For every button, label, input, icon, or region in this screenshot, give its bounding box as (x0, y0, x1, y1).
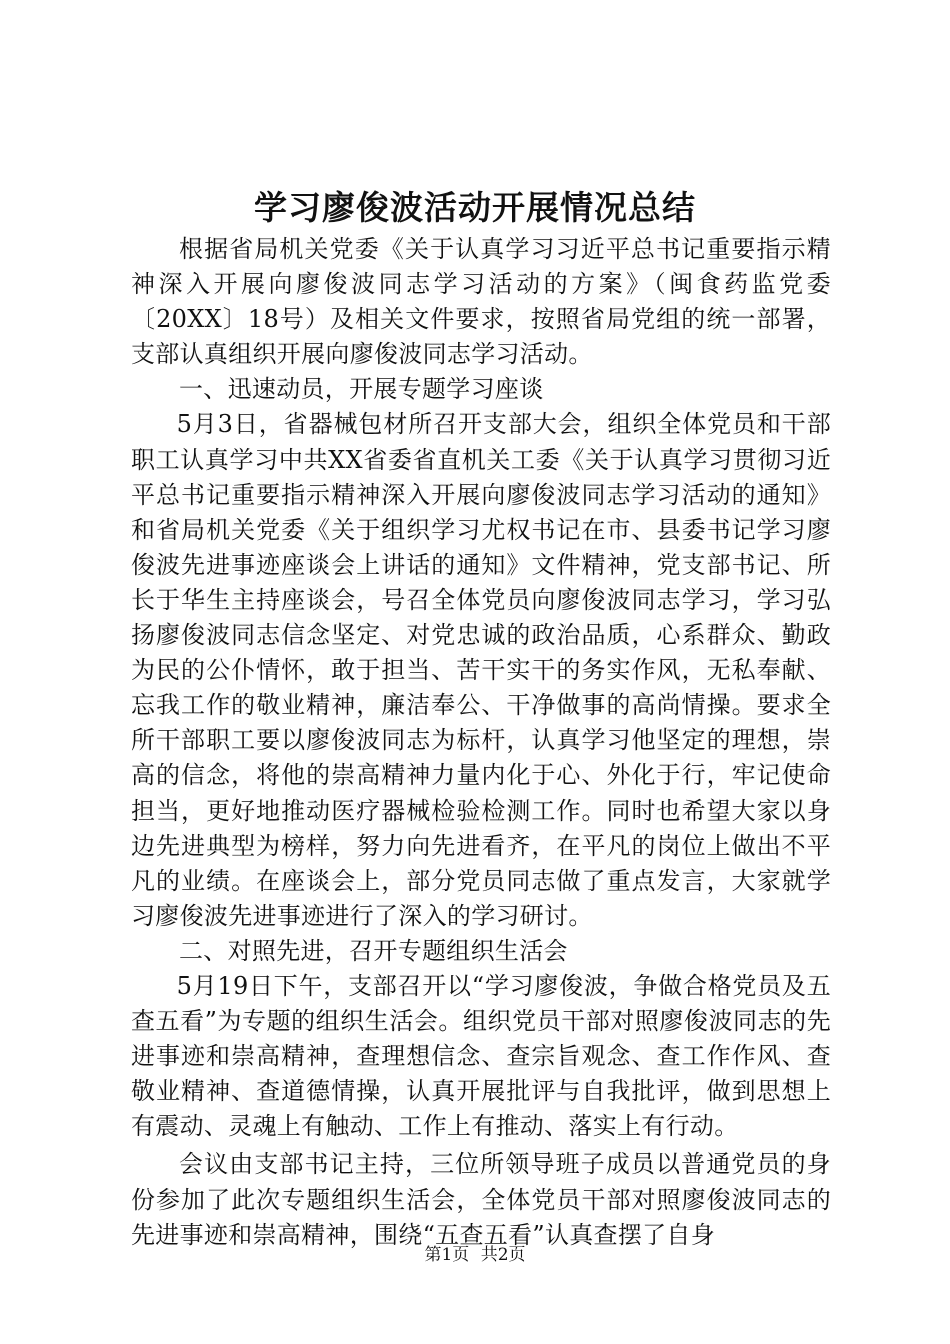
page-number: 第1页 (424, 1245, 470, 1265)
section-heading-1: 一、迅速动员，开展专题学习座谈 (179, 375, 544, 404)
paragraph-section-1: 5月3日，省器械包材所召开支部大会，组织全体党员和干部职工认真学习中共XX省委省直机关工委《关于认真学习贯彻习近平总书记重要指示精神深入开展向廖俊波同志学习活动的通知》和省局机关党委《关于组织学习尤权书记在市、县委书记学习廖俊波先进事迹座谈会上讲话的通知》文件精神，党支部书记、所长于华生主持座谈会，号召全体党员向廖俊波同志学习，学习弘扬廖俊波同志信念坚定、对党忠诚的政治品质，心系群众、勤政为民的公仆情怀，敢于担当、苦干实干的务实作风，无私奉献、忘我工作的敬业精神，廉洁奉公、干净做事的高尚情操。要求全所干部职工要以廖俊波同志为标杆，认真学习他坚定的理想，崇高的信念，将他的崇高精神力量内化于心、外化于行，牢记使命担当，更好地推动医疗器械检验检测工作。同时也希望大家以身边先进典型为榜样，努力向先进看齐，在平凡的岗位上做出不平凡的业绩。在座谈会上，部分党员同志做了重点发言，大家就学习廖俊波先进事迹进行了深入的学习研讨。 (131, 410, 831, 930)
document-title: 学习廖俊波活动开展情况总结 (254, 188, 696, 227)
page-footer (0, 1243, 950, 1267)
section-heading-2: 二、对照先进，召开专题组织生活会 (179, 936, 568, 965)
paragraph-meeting: 会议由支部书记主持，三位所领导班子成员以普通党员的身份参加了此次专题组织生活会，全体党员干部对照廖俊波同志的先进事迹和崇高精神，围绕“五查五看”认真查摆了自身 (131, 1150, 831, 1249)
paragraph-intro: 根据省局机关党委《关于认真学习习近平总书记重要指示精神深入开展向廖俊波同志学习活动的方案》（闽食药监党委〔20XX〕18号）及相关文件要求，按照省局党组的统一部署，支部认真组织开展向廖俊波同志学习活动。 (131, 235, 831, 369)
document-body (131, 232, 831, 1253)
paragraph-section-2: 5月19日下午，支部召开以“学习廖俊波，争做合格党员及五查五看”为专题的组织生活会。组织党员干部对照廖俊波同志的先进事迹和崇高精神，查理想信念、查宗旨观念、查工作作风、查敬业精神、查道德情操，认真开展批评与自我批评，做到思想上有震动、灵魂上有触动、工作上有推动、落实上有行动。 (131, 971, 831, 1141)
page-total: 共2页 (480, 1245, 526, 1265)
